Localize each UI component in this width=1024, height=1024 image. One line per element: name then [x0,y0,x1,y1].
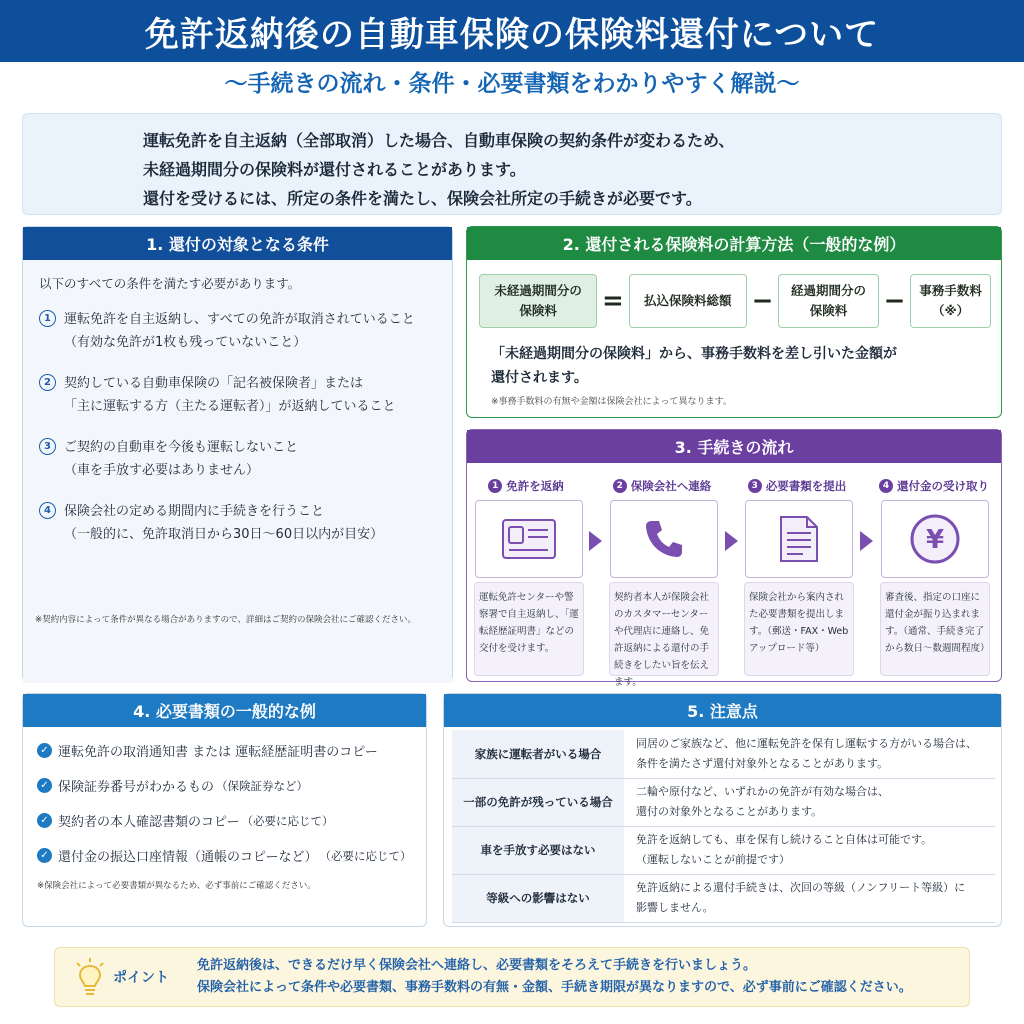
step-description: 運転免許センターや警察署で自主返納し、「運転経歴証明書」などの交付を受けます。 [474,582,584,676]
intro-box [22,113,1002,215]
notes-key: 等級への影響はない [452,874,624,922]
table-row [452,730,995,778]
documents-title: 4. 必要書類の一般的な例 [23,694,426,727]
formula-text: 未経過期間分の [494,283,582,298]
condition-item [39,500,436,546]
check-icon: ✓ [37,778,52,793]
notes-value-line: 条件を満たさず還付対象外となることがあります。 [636,756,889,770]
step-label [879,478,989,494]
notes-table [452,730,995,923]
procedure-section [466,429,1002,688]
step-number-icon: 3 [748,479,762,493]
check-icon: ✓ [37,743,52,758]
notes-value-line: （運転しないことが前提です） [636,853,790,866]
number-circle-icon: 4 [39,502,56,519]
notes-key: 家族に運転者がいる場合 [452,730,624,778]
point-text [197,955,912,999]
number-circle-icon: 2 [39,374,56,391]
procedure-title: 3. 手続きの流れ [467,430,1001,463]
notes-title: 5. 注意点 [444,694,1001,727]
notes-value-line: 免許返納による還付手続きは、次回の等級（ノンフリート等級）に [636,881,966,894]
condition-text: 契約している自動車保険の「記名被保険者」または [64,376,364,391]
step-label-text: 必要書類を提出 [765,479,847,493]
formula-fee-box [910,274,991,328]
step-1-label-wrap [471,478,581,494]
formula-total-box: 払込保険料総額 [629,274,747,328]
number-circle-icon: 1 [39,310,56,327]
table-row [452,874,995,922]
condition-text: 運転免許を自主返納し、すべての免許が取消されていること [64,312,415,327]
formula-text: 事務手数料 [919,283,982,298]
document-text: 還付金の振込口座情報（通帳のコピーなど） [58,850,318,865]
document-text: 運転免許の取消通知書 または 運転経歴証明書のコピー [58,745,378,760]
notes-value [624,826,995,874]
notes-key: 車を手放す必要はない [452,826,624,874]
notes-value-line: 還付の対象外となることがあります。 [636,805,823,818]
notes-value-line: 影響しません。 [636,901,714,914]
calculation-title: 2. 還付される保険料の計算方法（一般的な例） [467,227,1001,260]
formula-elapsed-box [778,274,878,328]
step-number-icon: 4 [879,479,893,493]
conditions-note: ※契約内容によって条件が異なる場合がありますので、詳細はご契約の保険会社にご確認ください。 [35,615,416,625]
step-label [471,478,581,494]
step-3-label-wrap [742,478,852,494]
formula-result-box [479,274,597,328]
notes-value-line: 同居のご家族など、他に運転免許を保有し運転する方がいる場合は、 [636,736,977,750]
intro-line: 未経過期間分の保険料が還付されることがあります。 [143,160,526,179]
step-2-label-wrap [607,478,717,494]
formula-text: 経過期間分の [791,283,867,298]
document-item [37,811,412,830]
formula [467,260,1001,328]
notes-value-line: 二輪や原付など、いずれかの免許が有効な場合は、 [636,785,889,798]
notes-value [624,778,995,826]
document-text: 保険証券番号がわかるもの [58,780,215,795]
calculation-note: ※事務手数料の有無や金額は保険会社によって異なります。 [491,397,732,407]
condition-item [39,436,436,482]
page-title: 免許返納後の自動車保険の保険料還付について [144,14,880,55]
step-label-text: 免許を返納 [506,479,564,493]
condition-subtext: （一般的に、免許取消日から30日〜60日以内が目安） [64,527,384,542]
table-row [452,826,995,874]
condition-item [39,308,436,354]
condition-subtext: （車を手放す必要はありません） [64,463,260,478]
document-subtext: （必要に応じて） [241,813,334,828]
condition-text: ご契約の自動車を今後も運転しないこと [64,440,299,455]
conditions-section [22,226,453,682]
notes-value [624,730,995,778]
description-line: 「未経過期間分の保険料」から、事務手数料を差し引いた金額が [491,346,897,362]
equals-sign: = [602,286,624,316]
documents-note: ※保険会社によって必要書類が異なるため、必ず事前にご確認ください。 [37,881,316,891]
flow-arrow-icon [860,531,873,551]
step-label-text: 還付金の受け取り [897,479,989,493]
step-description: 保険会社から案内された必要書類を提出します。（郵送・FAX・Webアップロード等） [744,582,854,676]
page-header [0,0,1024,62]
conditions-title: 1. 還付の対象となる条件 [23,227,452,260]
step-label [607,478,717,494]
step-label [742,478,852,494]
phone-icon [610,500,718,578]
svg-text:¥: ¥ [925,525,945,555]
document-item [37,741,412,760]
condition-subtext: （有効な免許が1枚も残っていないこと） [64,335,307,350]
conditions-lead: 以下のすべての条件を満たす必要があります。 [39,276,301,291]
document-text: 契約者の本人確認書類のコピー [58,815,240,830]
yen-icon [881,500,989,578]
description-line: 還付されます。 [491,370,588,386]
step-description: 審査後、指定の口座に還付金が振り込まれます。（通常、手続き完了から数日〜数週間程度） [880,582,990,676]
step-label-text: 保険会社へ連絡 [630,479,712,493]
step-number-icon: 1 [488,479,502,493]
point-line: 保険会社によって条件や必要書類、事務手数料の有無・金額、手続き期限が異なりますので、必ず事前にご確認ください。 [197,980,912,995]
notes-value [624,874,995,922]
point-box [54,947,970,1007]
minus-sign: − [751,286,774,316]
documents-section [22,693,427,927]
point-line: 免許返納後は、できるだけ早く保険会社へ連絡し、必要書類をそろえて手続きを行いましょう。 [197,958,757,973]
id-card-icon [475,500,583,578]
condition-subtext: 「主に運転する方（主たる運転者）」が返納していること [64,399,396,414]
minus-sign: − [883,286,906,316]
check-icon: ✓ [37,813,52,828]
step-number-icon: 2 [613,479,627,493]
document-item [37,846,412,865]
step-4-label-wrap [879,478,989,494]
condition-text: 保険会社の定める期間内に手続きを行うこと [64,504,325,519]
calculation-description [467,328,1001,390]
table-row [452,778,995,826]
calculation-section [466,226,1002,418]
document-subtext: （保険証券など） [216,778,309,793]
page-subtitle: 〜手続きの流れ・条件・必要書類をわかりやすく解説〜 [224,71,800,97]
formula-text: （※） [932,303,970,318]
notes-value-line: 免許を返納しても、車を保有し続けること自体は可能です。 [636,833,933,846]
notes-key: 一部の免許が残っている場合 [452,778,624,826]
lightbulb-icon [73,957,107,997]
notes-section [443,693,1002,927]
document-icon [745,500,853,578]
document-subtext: （必要に応じて） [319,848,412,863]
step-description: 契約者本人が保険会社のカスタマーセンターや代理店に連絡し、免許返納による還付の手続きをしたい旨を伝えます。 [609,582,719,676]
intro-line: 運転免許を自主返納（全部取消）した場合、自動車保険の契約条件が変わるため、 [143,131,735,150]
flow-arrow-icon [589,531,602,551]
flow-arrow-icon [725,531,738,551]
document-item [37,776,412,795]
point-label: ポイント [113,970,169,986]
condition-item [39,372,436,418]
formula-text: 保険料 [519,303,557,318]
formula-text: 保険料 [809,303,848,318]
intro-line: 還付を受けるには、所定の条件を満たし、保険会社所定の手続きが必要です。 [143,189,702,208]
number-circle-icon: 3 [39,438,56,455]
check-icon: ✓ [37,848,52,863]
